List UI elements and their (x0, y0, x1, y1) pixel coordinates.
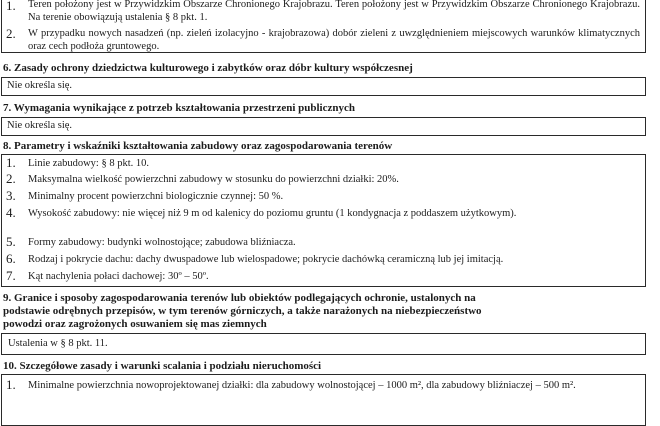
item-number: 1. (6, 377, 16, 392)
item-text: Maksymalna wielkość powierzchni zabudowy w stosunku do powierzchni działki: 20%. (28, 174, 399, 185)
item-text: Wysokość zabudowy: nie więcej niż 9 m od kalenicy do poziomu gruntu (1 kondygnacja z poddaszem użytkowym). (28, 208, 517, 219)
item-number: 2. (6, 26, 16, 41)
section6-content-box (1, 77, 646, 96)
item-text: Minimalny procent powierzchni biologicznie czynnej: 50 %. (28, 191, 284, 202)
section9-title-line: 9. Granice i sposoby zagospodarowania terenów lub obiektów podlegających ochronie, ustalonych na (3, 292, 476, 304)
item-number: 3. (6, 188, 16, 203)
item-number: 6. (6, 251, 16, 266)
item-text: Formy zabudowy: budynki wolnostojące; zabudowa bliźniacza. (28, 237, 296, 248)
section6-title: 6. Zasady ochrony dziedzictwa kulturowego i zabytków oraz dóbr kultury współczesnej (3, 62, 413, 74)
item-text: Teren położony jest w Przywidzkim Obszarze Chronionego Krajobrazu. Teren położony jest w Przywidzkim Obszarze Chronionego Krajobrazu. Na terenie obowiązują ustalenia § 8 pkt. 1. (28, 0, 640, 23)
item-number: 7. (6, 268, 16, 283)
section9-content-box (1, 333, 646, 355)
item-number: 1. (6, 0, 16, 13)
section6-content: Nie określa się. (7, 80, 73, 91)
item-text: Minimalne powierzchnia nowoprojektowanej działki: dla zabudowy wolnostojącej – 1000 m², dla zabudowy bliźniaczej – 500 m². (28, 380, 576, 391)
item-text: Kąt nachylenia połaci dachowej: 30º – 50º. (28, 271, 209, 282)
item-number: 1. (6, 155, 16, 170)
section7-content: Nie określa się. (7, 120, 73, 131)
section8-content-box (1, 154, 646, 287)
item-number: 4. (6, 205, 16, 220)
section9-content: Ustalenia w § 8 pkt. 11. (8, 338, 108, 349)
section8-title: 8. Parametry i wskaźniki kształtowania zabudowy oraz zagospodarowania terenów (3, 140, 393, 152)
item-text: W przypadku nowych nasadzeń (np. zieleń izolacyjno - krajobrazowa) dobór zieleni z uwzględnieniem miejscowych warunków klimatycznych oraz cech podłoża gruntowego. (28, 28, 640, 52)
section9-title-line: powodzi oraz zagrożonych osuwaniem się mas ziemnych (3, 318, 267, 330)
item-number: 5. (6, 234, 16, 249)
item-text: Linie zabudowy: § 8 pkt. 10. (28, 158, 150, 169)
section9-title-line: podstawie odrębnych przepisów, w tym terenów górniczych, a także narażonych na niebezpieczeństwo (3, 305, 482, 317)
section5-content-box (1, 0, 646, 53)
item-number: 2. (6, 171, 16, 186)
section10-title: 10. Szczegółowe zasady i warunki scalania i podziału nieruchomości (3, 360, 322, 372)
item-text: Rodzaj i pokrycie dachu: dachy dwuspadowe lub wielospadowe; pokrycie dachówką ceramiczną lub jej imitacją. (28, 254, 504, 265)
section7-title: 7. Wymagania wynikające z potrzeb kształtowania przestrzeni publicznych (3, 102, 355, 114)
section10-content-box (1, 374, 646, 426)
section7-content-box (1, 117, 646, 136)
